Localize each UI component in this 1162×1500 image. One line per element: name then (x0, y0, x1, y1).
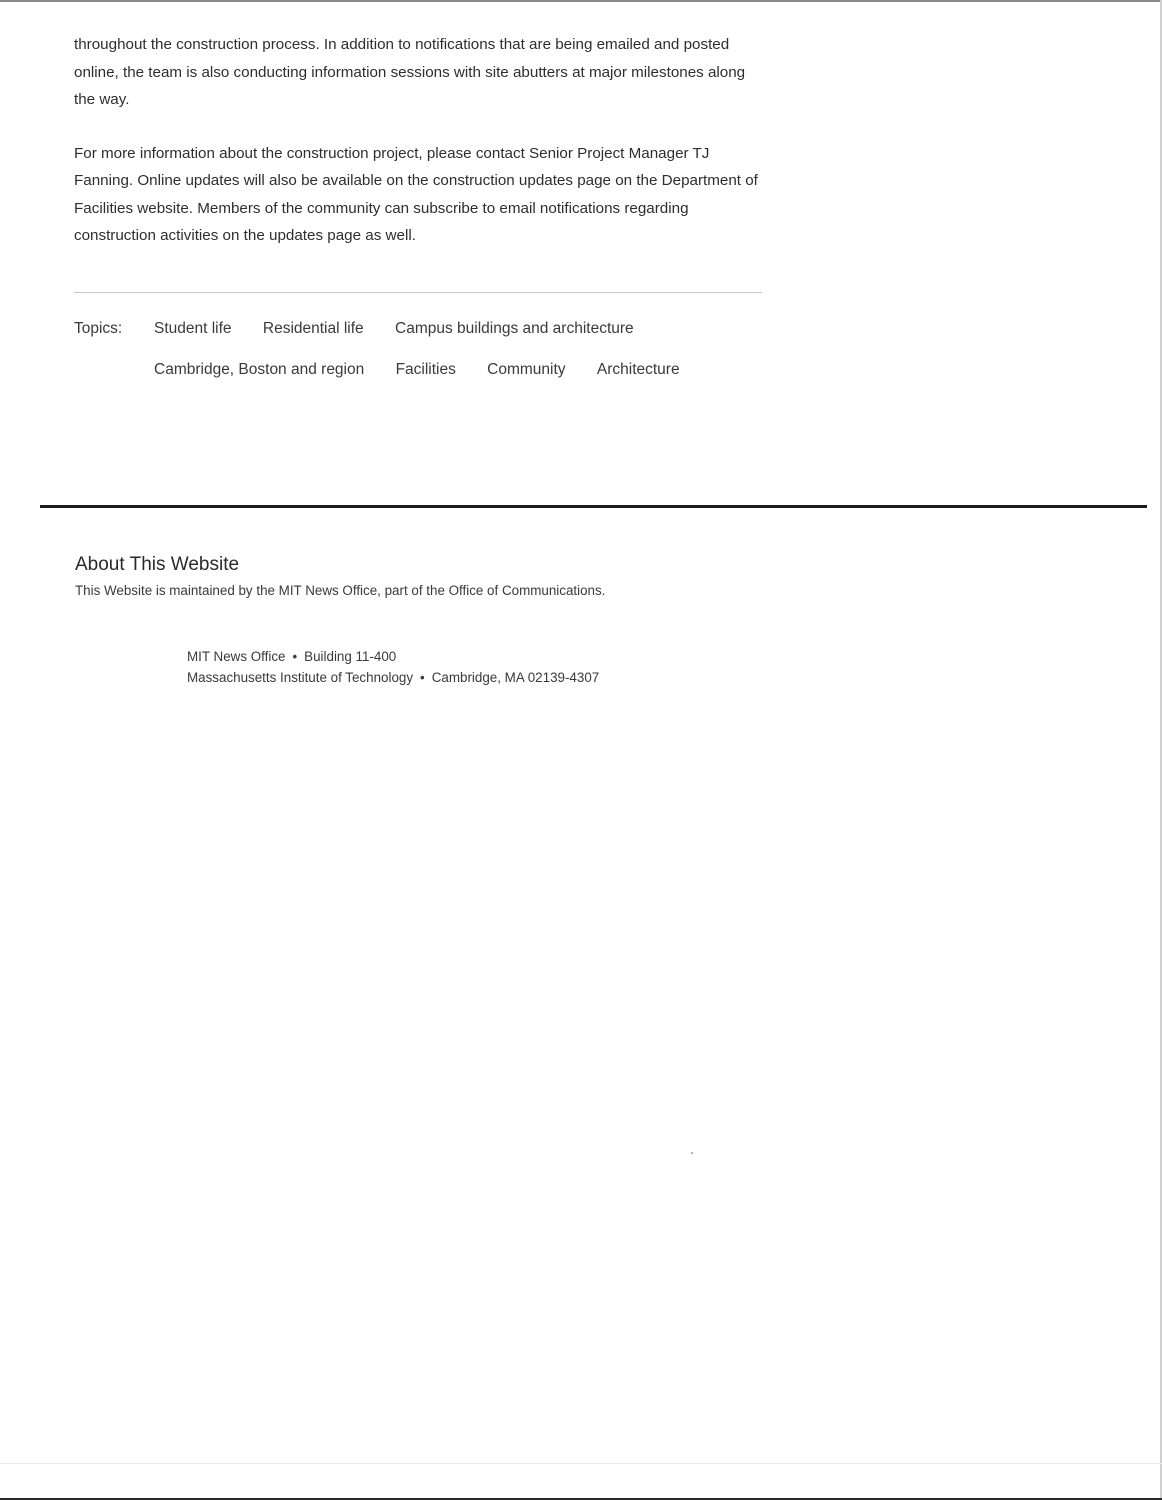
about-section (75, 554, 975, 598)
page-bottom-faint-line (0, 1463, 1162, 1464)
article-divider (74, 292, 762, 293)
scan-speck (691, 1152, 693, 1154)
article-paragraph: throughout the construction process. In addition to notifications that are being emailed and posted online, the team is also conducting information sessions with site abutters at major milestones along the way. (74, 36, 746, 108)
topics-row (154, 361, 707, 379)
topics-row (154, 320, 661, 338)
topic-link-student-life[interactable]: Student life (154, 320, 232, 337)
footer-divider (40, 505, 1147, 508)
topic-link-residential-life[interactable]: Residential life (262, 320, 364, 337)
topic-link-cambridge-boston[interactable]: Cambridge, Boston and region (154, 361, 365, 378)
topic-link-facilities[interactable]: Facilities (395, 361, 456, 378)
about-title: About This Website (75, 554, 240, 575)
about-text: This Website is maintained by the MIT News Office, part of the Office of Communications. (75, 583, 606, 598)
address-line-2 (187, 667, 599, 688)
bullet-separator: • (292, 649, 298, 664)
address-city: Cambridge, MA 02139-4307 (431, 670, 600, 685)
topic-link-architecture[interactable]: Architecture (596, 361, 680, 378)
topic-link-campus-buildings[interactable]: Campus buildings and architecture (395, 320, 634, 337)
article-body (74, 31, 764, 250)
bullet-separator: • (420, 670, 425, 685)
footer-address (187, 646, 599, 688)
address-line-1 (187, 646, 599, 667)
address-institute: Massachusetts Institute of Technology (187, 670, 414, 685)
address-building: Building 11-400 (304, 649, 397, 664)
topic-link-community[interactable]: Community (487, 361, 566, 378)
address-office: MIT News Office (187, 649, 286, 664)
page-top-edge (0, 0, 1162, 2)
article-paragraph: For more information about the construction project, please contact Senior Project Manager TJ Fanning. Online updates will also be available on the construction updates page on the Department of Facilities website. Members of the community can subscribe to email notifications regarding construction activities on the updates page as well. (74, 144, 758, 244)
topics-label: Topics: (74, 320, 123, 337)
